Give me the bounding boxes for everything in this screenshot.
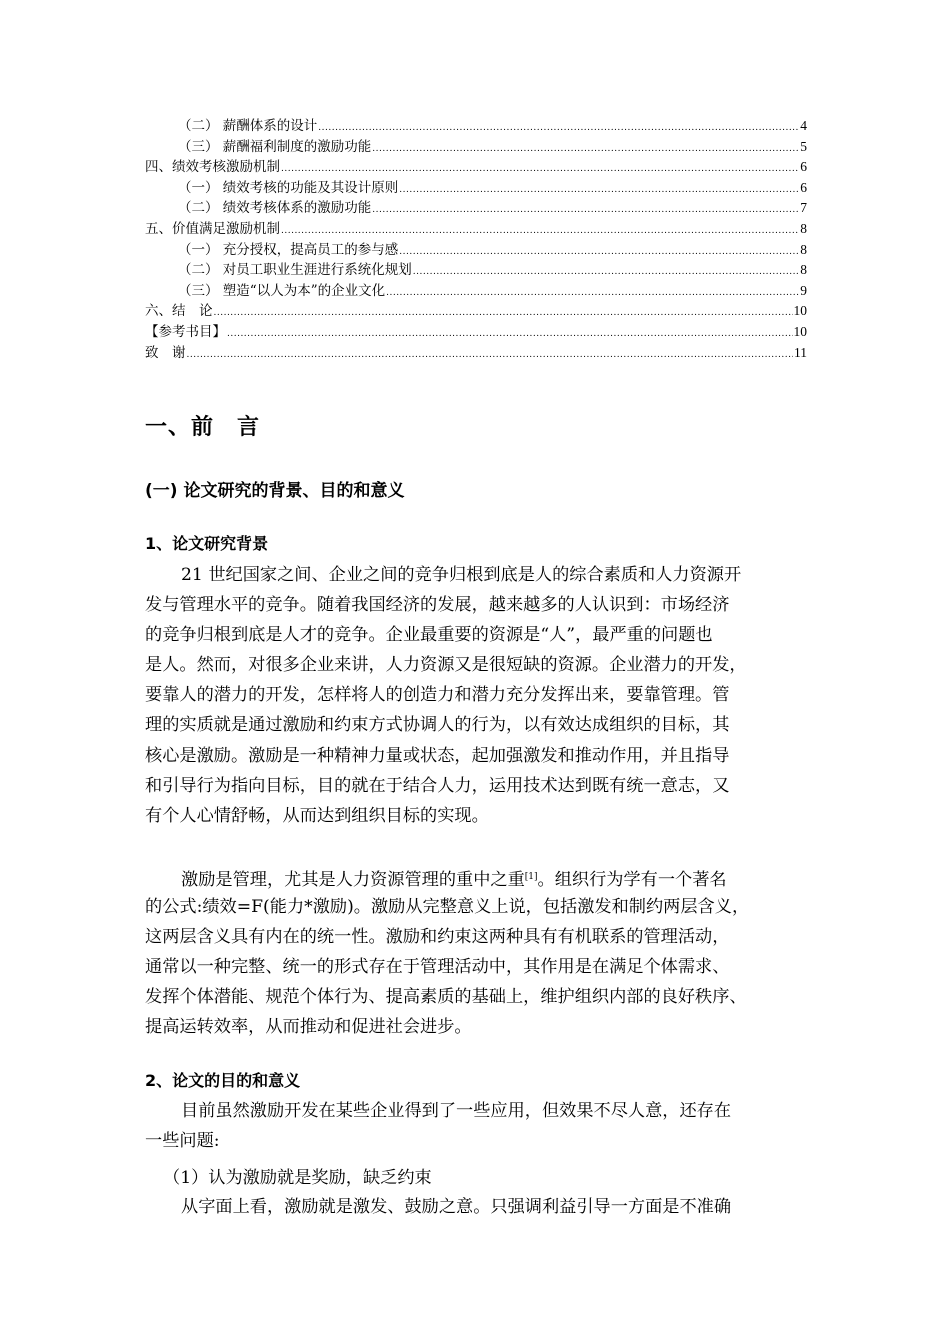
text-segment: 。组织行为学有一个著名 xyxy=(537,870,727,890)
list-item xyxy=(163,1163,825,1193)
toc-entry-page: 8 xyxy=(800,220,807,236)
text-line: 发挥个体潜能、规范个体行为、提高素质的基础上，维护组织内部的良好秩序、 xyxy=(145,987,747,1008)
toc-entry-page: 11 xyxy=(794,344,807,360)
subsection-heading: 2、论文的目的和意义 xyxy=(145,1071,301,1090)
toc-entry-page: 6 xyxy=(800,159,807,175)
text-line: 一些问题: xyxy=(145,1131,220,1152)
toc-leader-dots xyxy=(281,221,799,242)
toc-entry-page: 10 xyxy=(793,303,807,319)
text-line: 这两层含义具有内在的统一性。激励和约束这两种具有有机联系的管理活动， xyxy=(145,927,730,948)
toc-leader-dots xyxy=(187,345,794,366)
toc-leader-dots xyxy=(318,118,799,139)
subsection-heading: 1、论文研究背景 xyxy=(145,534,269,553)
toc-entry-page: 9 xyxy=(800,282,807,298)
text-line: 要靠人的潜力的开发，怎样将人的创造力和潜力充分发挥出来，要靠管理。管 xyxy=(145,685,730,706)
toc-entry-page: 5 xyxy=(800,138,807,154)
toc-entry-page: 8 xyxy=(800,241,807,257)
toc-entry-label: 六、结 论 xyxy=(145,303,213,320)
text-line: 通常以一种完整、统一的形式存在于管理活动中，其作用是在满足个体需求、 xyxy=(145,957,730,978)
body-paragraph xyxy=(145,1096,807,1156)
toc-entry[interactable] xyxy=(145,157,807,178)
text-line: 的公式:绩效=F(能力*激励)。激励从完整意义上说，包括激发和制约两层含义， xyxy=(145,897,750,918)
toc-entry[interactable] xyxy=(145,322,807,343)
toc-entry-label: （一） 绩效考核的功能及其设计原则 xyxy=(178,179,399,196)
toc-entry-page: 7 xyxy=(800,200,807,216)
toc-entry[interactable] xyxy=(145,343,807,364)
text-line: 提高运转效率，从而推动和促进社会进步。 xyxy=(145,1017,472,1038)
body-paragraph xyxy=(145,862,807,1043)
toc-entry-label: （二） 对员工职业生涯进行系统化规划 xyxy=(178,262,412,279)
toc-leader-dots xyxy=(372,200,799,221)
citation-marker[interactable]: [1] xyxy=(524,872,538,882)
toc-entry-page: 4 xyxy=(800,118,807,133)
toc-entry[interactable] xyxy=(145,281,807,302)
text-line: 目前虽然激励开发在某些企业得到了一些应用，但效果不尽人意，还存在 xyxy=(181,1101,732,1121)
toc-leader-dots xyxy=(399,242,799,263)
text-line xyxy=(145,862,807,892)
toc-leader-dots xyxy=(227,324,793,345)
toc-entry-label: （三） 塑造“以人为本”的企业文化 xyxy=(178,282,386,299)
text-segment: 激励是管理，尤其是人力资源管理的重中之重 xyxy=(181,870,525,890)
text-line: 和引导行为指向目标，目的就在于结合人力，运用技术达到既有统一意志，又 xyxy=(145,775,730,796)
text-line: 理的实质就是通过激励和约束方式协调人的行为，以有效达成组织的目标，其 xyxy=(145,715,730,736)
toc-leader-dots xyxy=(372,139,799,160)
toc-entry-label: （一） 充分授权，提高员工的参与感 xyxy=(178,241,399,258)
toc-entry-label: （二） 绩效考核体系的激励功能 xyxy=(178,200,372,217)
toc-entry-label: （二） 薪酬体系的设计 xyxy=(178,118,318,134)
toc-leader-dots xyxy=(214,303,793,324)
table-of-contents xyxy=(145,116,807,363)
toc-entry[interactable] xyxy=(145,260,807,281)
toc-entry-page: 8 xyxy=(800,262,807,278)
toc-entry[interactable] xyxy=(145,178,807,199)
toc-leader-dots xyxy=(413,262,799,283)
toc-entry-page: 6 xyxy=(800,179,807,195)
toc-leader-dots xyxy=(399,180,799,201)
toc-entry[interactable] xyxy=(145,219,807,240)
text-line: 有个人心情舒畅，从而达到组织目标的实现。 xyxy=(145,805,489,826)
text-line: 的竞争归根到底是人才的竞争。企业最重要的资源是“人”，最严重的问题也 xyxy=(145,625,713,646)
toc-entry-page: 10 xyxy=(793,323,807,339)
toc-entry[interactable] xyxy=(145,198,807,219)
toc-entry-label: （三） 薪酬福利制度的激励功能 xyxy=(178,138,372,155)
section-heading: (一) 论文研究的背景、目的和意义 xyxy=(145,481,405,501)
text-line: 21 世纪国家之间、企业之间的竞争归根到底是人的综合素质和人力资源开 xyxy=(181,565,742,585)
toc-entry-label: 五、价值满足激励机制 xyxy=(145,220,280,237)
chapter-heading: 一、前 言 xyxy=(145,415,261,440)
body-paragraph xyxy=(145,1192,807,1222)
text-line: 是人。然而，对很多企业来讲，人力资源又是很短缺的资源。企业潜力的开发， xyxy=(145,655,747,676)
toc-entry-label: 【参考书目】 xyxy=(145,323,226,340)
text-line: 核心是激励。激励是一种精神力量或状态，起加强激发和推动作用，并且指导 xyxy=(145,745,730,766)
toc-entry[interactable] xyxy=(145,116,807,137)
toc-entry[interactable] xyxy=(145,240,807,261)
toc-leader-dots xyxy=(281,159,799,180)
text-line: 发与管理水平的竞争。随着我国经济的发展，越来越多的人认识到：市场经济 xyxy=(145,595,730,616)
toc-entry-label: 致 谢 xyxy=(145,344,186,361)
text-line: 从字面上看，激励就是激发、鼓励之意。只强调利益引导一方面是不准确 xyxy=(181,1197,732,1217)
body-paragraph xyxy=(145,560,807,831)
toc-leader-dots xyxy=(386,283,799,304)
toc-entry-label: 四、绩效考核激励机制 xyxy=(145,159,280,176)
text-line: （1）认为激励就是奖励，缺乏约束 xyxy=(163,1168,432,1188)
toc-entry[interactable] xyxy=(145,301,807,322)
toc-entry[interactable] xyxy=(145,137,807,158)
